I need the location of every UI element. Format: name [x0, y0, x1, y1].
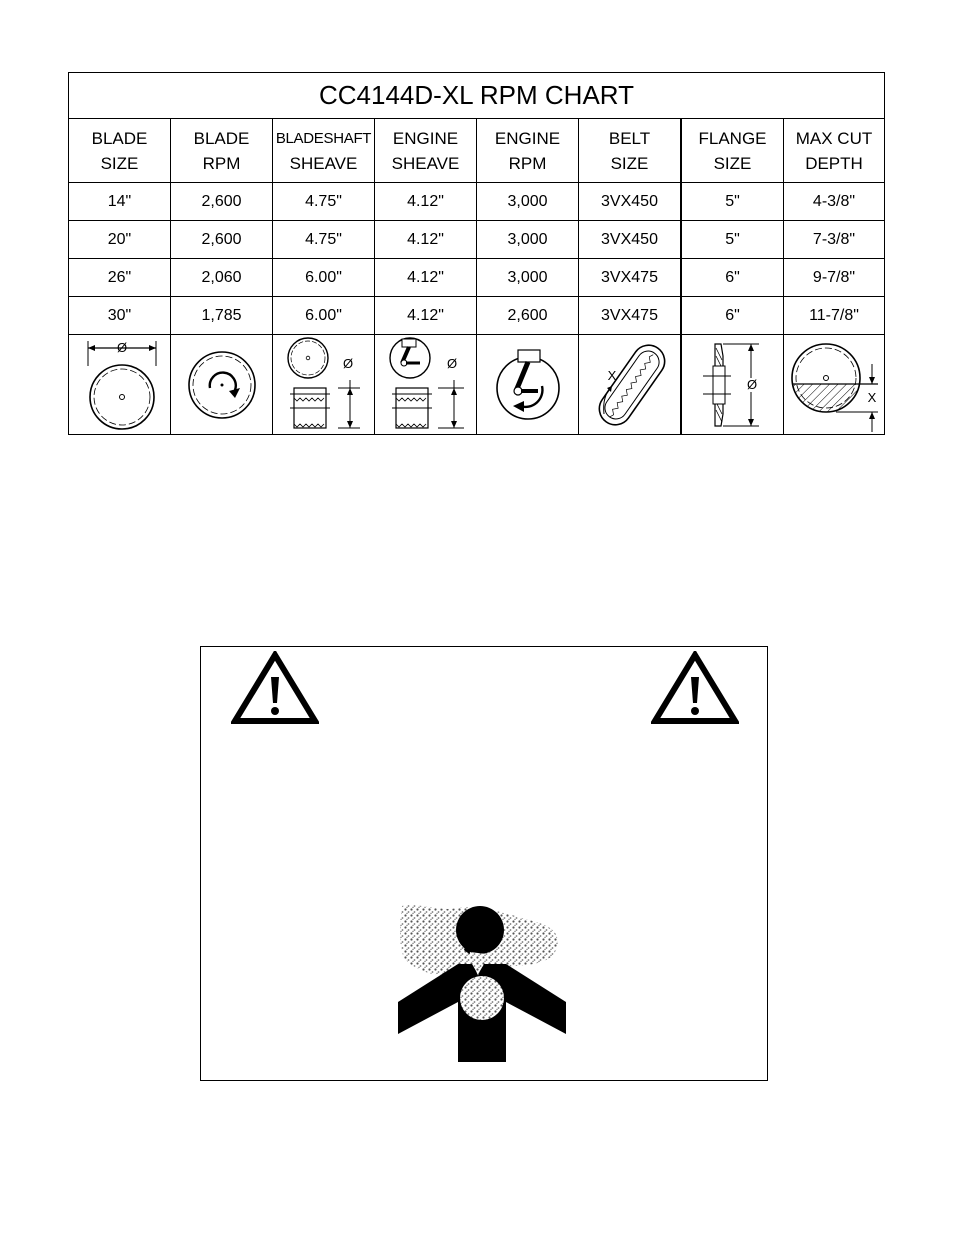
table-cell: 20" [69, 221, 171, 258]
header-blade-rpm [171, 119, 273, 182]
belt-size-diagram-cell [579, 335, 682, 435]
warning-triangle-icon [651, 651, 739, 725]
header-line: SIZE [610, 153, 649, 173]
header-line: RPM [508, 153, 547, 173]
engine-rpm-icon [478, 336, 578, 434]
table-cell: 9-7/8" [812, 268, 856, 286]
flange-size-icon [683, 336, 783, 434]
header-line: MAX CUT [795, 128, 873, 148]
table-cell: 3VX450 [579, 221, 682, 258]
table-cell: 1,785 [171, 297, 273, 334]
table-cell: 3VX450 [579, 183, 682, 220]
engine-sheave-diagram-cell [375, 335, 477, 435]
header-blade-size [69, 119, 171, 182]
flange-size-diagram-cell [682, 335, 784, 435]
table-cell: 4.75" [273, 183, 375, 220]
table-cell: 4.75" [273, 221, 375, 258]
table-cell: 3VX475 [579, 297, 682, 334]
header-flange-size [682, 119, 784, 182]
table-cell: 4-3/8" [812, 192, 856, 210]
header-max-cut-depth [784, 119, 884, 182]
blade-size-diagram-cell [69, 335, 171, 435]
table-cell: 2,600 [171, 183, 273, 220]
table-cell: 3,000 [477, 259, 579, 296]
table-cell: 4.12" [375, 221, 477, 258]
table-cell: 3,000 [477, 221, 579, 258]
table-cell: 7-3/8" [812, 230, 856, 248]
table-cell: 6" [682, 259, 784, 296]
warning-box [200, 646, 768, 1081]
header-line: FLANGE [698, 128, 767, 148]
max-cut-depth-diagram-cell [784, 335, 884, 435]
svg-text:Ø: Ø [116, 340, 127, 355]
header-line: SIZE [100, 153, 139, 173]
table-cell: 5" [682, 183, 784, 220]
svg-text:X: X [607, 368, 616, 383]
table-cell: 3,000 [477, 183, 579, 220]
table-cell: 4.12" [375, 259, 477, 296]
svg-text:Ø: Ø [342, 356, 353, 371]
table-cell: 2,060 [171, 259, 273, 296]
header-engine-rpm [477, 119, 579, 182]
bladeshaft-sheave-icon [274, 336, 374, 434]
table-cell: 3VX475 [579, 259, 682, 296]
rpm-chart-table [68, 72, 885, 435]
blade-size-icon [70, 336, 170, 434]
table-cell: 11-7/8" [809, 306, 859, 324]
table-cell: 30" [69, 297, 171, 334]
header-line: ENGINE [392, 128, 459, 148]
engine-rpm-diagram-cell [477, 335, 579, 435]
header-line: RPM [202, 153, 241, 173]
table-cell: 6.00" [273, 259, 375, 296]
header-line: BELT [608, 128, 651, 148]
table-cell: 26" [69, 259, 171, 296]
max-cut-depth-icon [784, 336, 884, 434]
table-row [69, 221, 884, 259]
header-line: BLADE [91, 128, 148, 148]
header-line: DEPTH [805, 153, 863, 173]
header-bladeshaft-sheave [273, 119, 375, 182]
header-line: BLADESHAFT [275, 129, 372, 147]
table-cell: 14" [69, 183, 171, 220]
svg-text:X: X [867, 390, 877, 405]
header-engine-sheave [375, 119, 477, 182]
header-line: BLADE [193, 128, 250, 148]
bladeshaft-sheave-diagram-cell [273, 335, 375, 435]
table-cell: 4.12" [375, 297, 477, 334]
rpm-chart-title: CC4144D-XL RPM CHART [69, 73, 884, 119]
table-cell: 6" [682, 297, 784, 334]
engine-sheave-icon [376, 336, 476, 434]
dust-inhalation-icon [398, 902, 573, 1062]
blade-rpm-diagram-cell [171, 335, 273, 435]
table-row [69, 297, 884, 335]
table-row [69, 183, 884, 221]
table-cell: 4.12" [375, 183, 477, 220]
header-line: SIZE [713, 153, 752, 173]
blade-rpm-icon [172, 336, 272, 434]
header-line: SHEAVE [289, 153, 358, 173]
svg-text:Ø: Ø [446, 356, 457, 371]
header-line: SHEAVE [391, 153, 460, 173]
table-cell: 6.00" [273, 297, 375, 334]
svg-text:Ø: Ø [746, 377, 757, 392]
table-cell: 5" [682, 221, 784, 258]
table-cell: 2,600 [477, 297, 579, 334]
belt-size-icon [580, 336, 680, 434]
diagram-row [69, 335, 884, 435]
table-cell: 2,600 [171, 221, 273, 258]
header-belt-size [579, 119, 682, 182]
header-line: ENGINE [494, 128, 561, 148]
table-header-row [69, 119, 884, 183]
warning-triangle-icon [231, 651, 319, 725]
table-row [69, 259, 884, 297]
